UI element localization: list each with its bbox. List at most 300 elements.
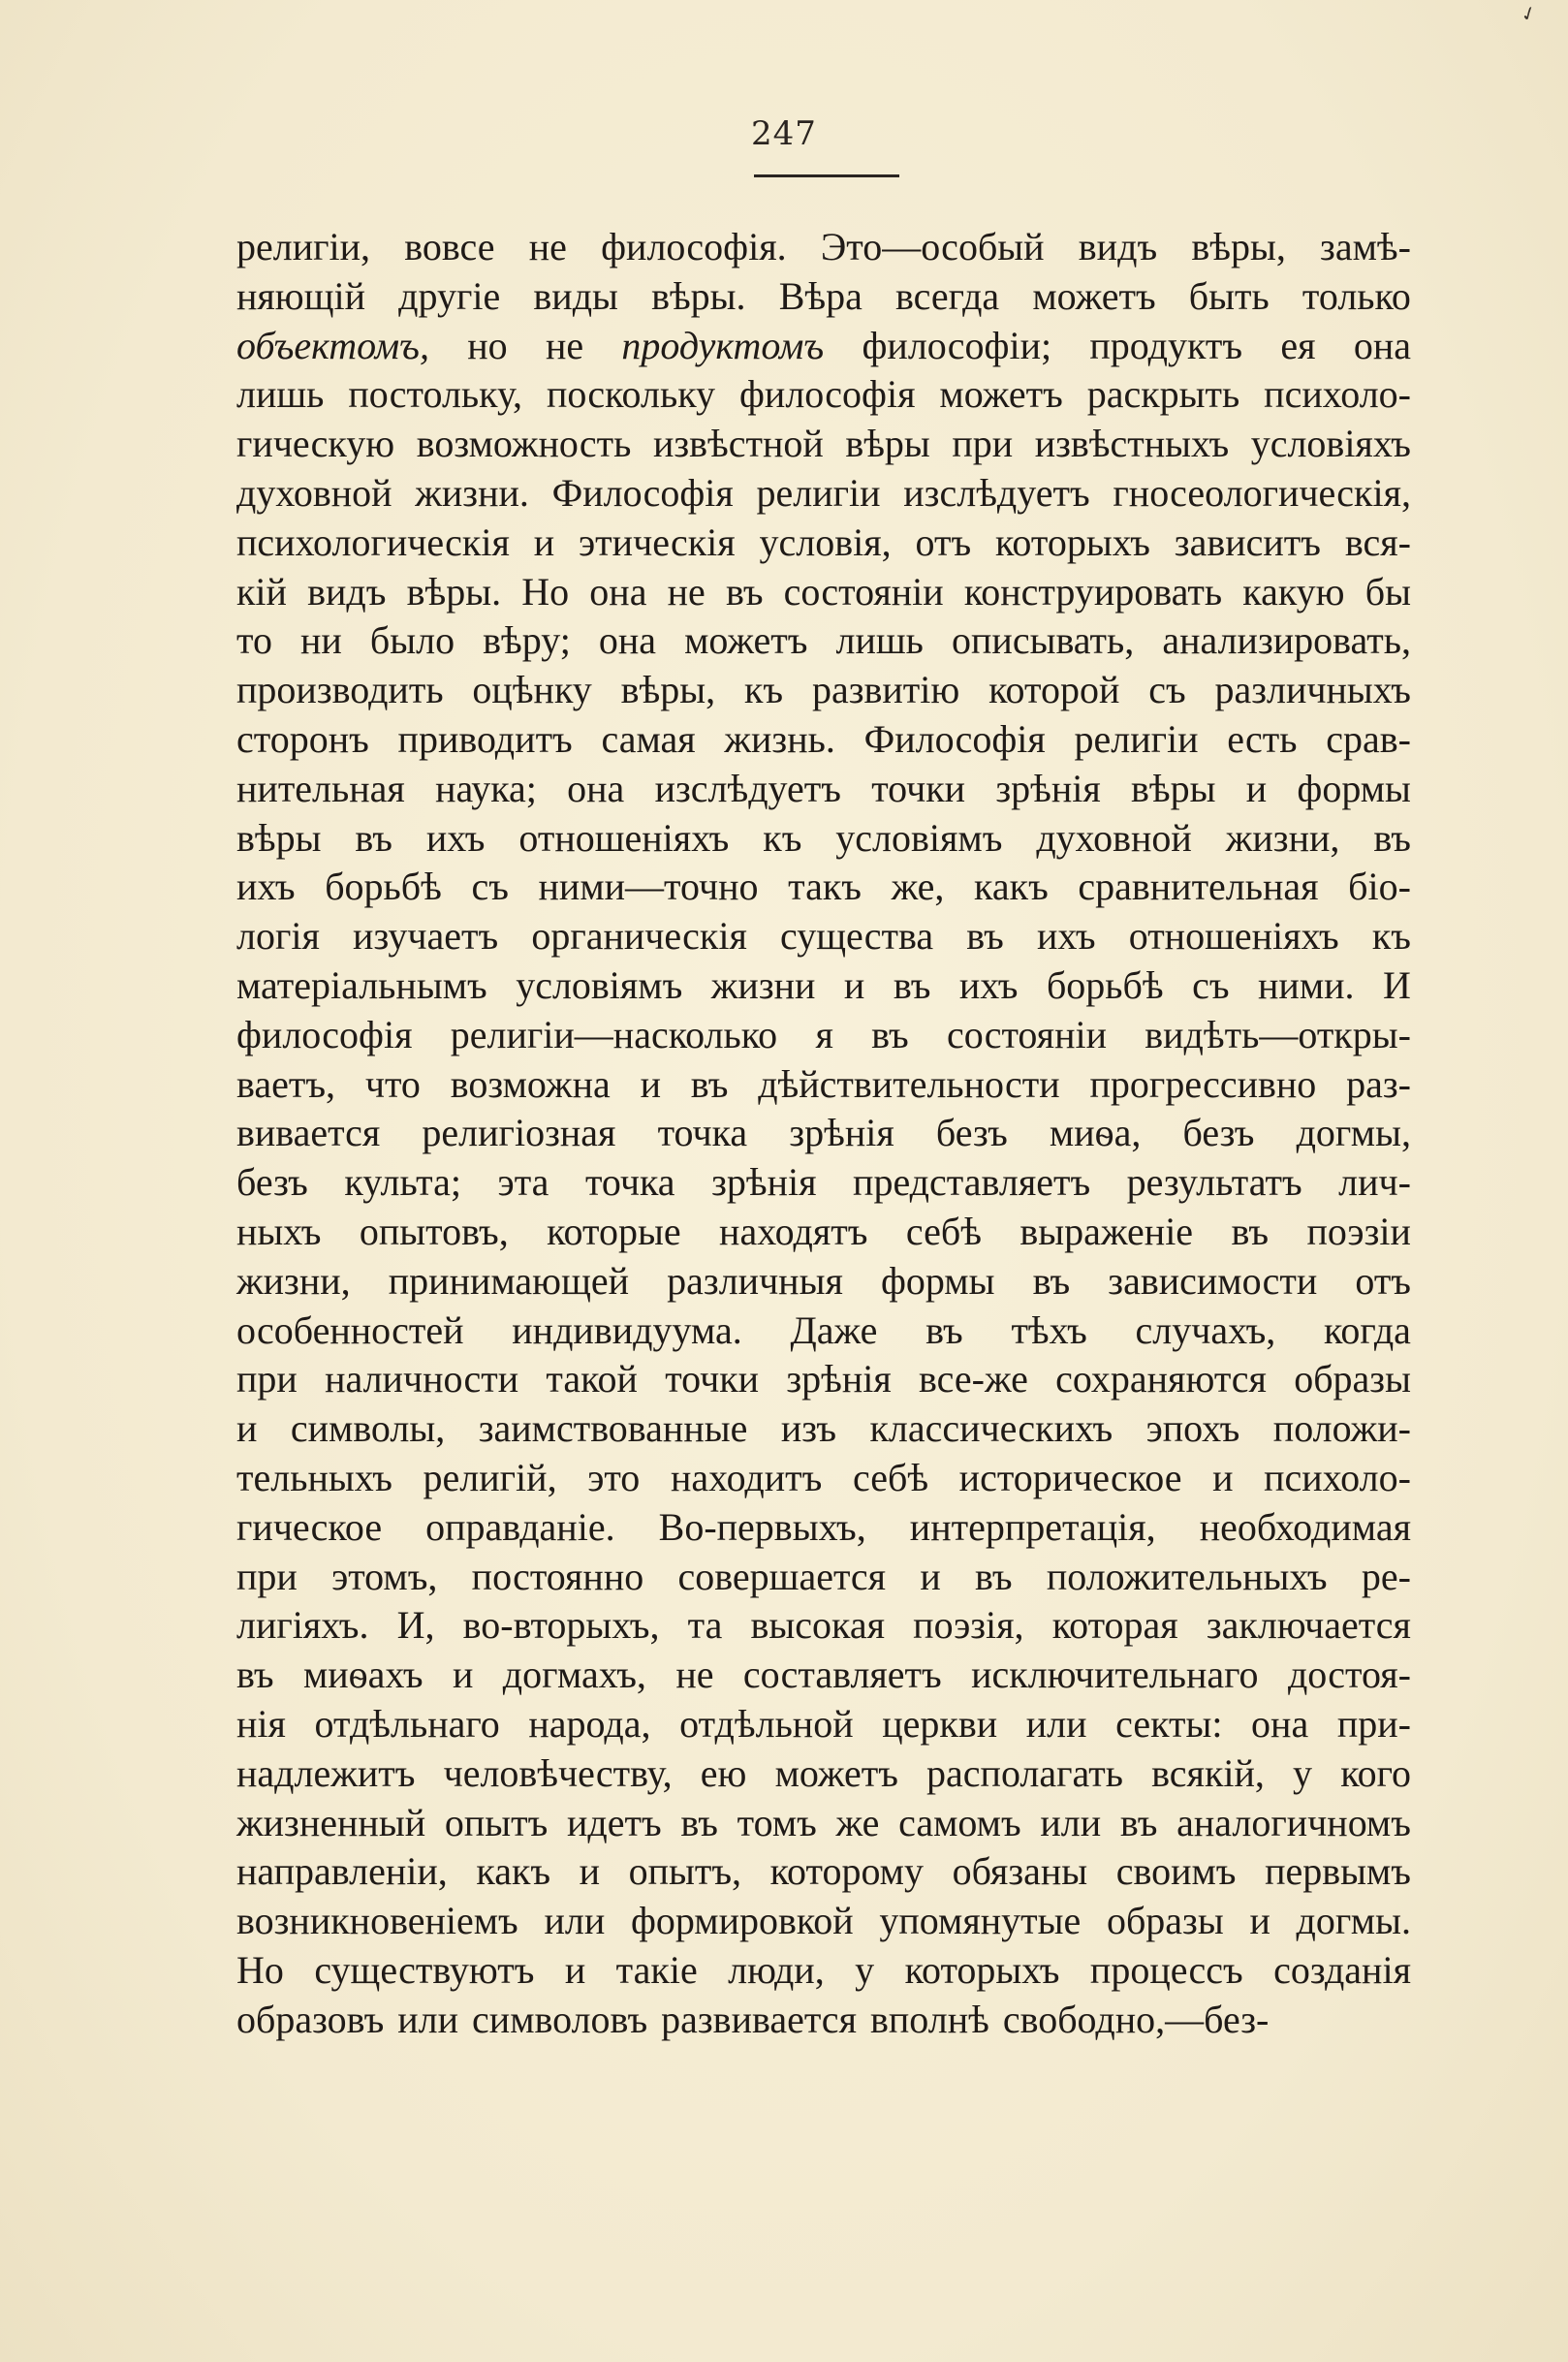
word: жизни: [710, 962, 816, 1007]
word: заключается: [1206, 1603, 1411, 1648]
word: матеріальнымъ: [236, 962, 487, 1007]
word: развивается: [661, 1997, 857, 2041]
word: и: [1245, 766, 1268, 810]
word: вивается: [236, 1111, 381, 1155]
text-line: [236, 1897, 1411, 1946]
word: борьбѣ: [325, 865, 442, 909]
word: при: [236, 1357, 298, 1401]
word: возникновеніемъ: [236, 1899, 518, 1943]
word: философія: [236, 1012, 413, 1056]
word: она: [1251, 1701, 1309, 1746]
text-line: [236, 1307, 1411, 1356]
word: которой: [988, 668, 1120, 712]
word: условія,: [759, 520, 892, 564]
text-line: [236, 616, 1411, 666]
word: дѣйствительности: [758, 1061, 1060, 1106]
word: секты:: [1115, 1701, 1223, 1746]
word: находитъ: [670, 1455, 823, 1499]
word: въ: [1119, 1800, 1158, 1844]
text-line: [236, 1503, 1411, 1553]
word: религіи—насколько: [450, 1012, 778, 1056]
word: ними.: [1258, 962, 1355, 1007]
word: вѣры: [845, 422, 930, 466]
italic-word: объектомъ,: [236, 323, 429, 367]
word: она: [598, 618, 657, 663]
word: вѣры: [1131, 766, 1216, 810]
word: вѣры.: [406, 569, 502, 614]
word: наличности: [325, 1357, 519, 1401]
word: въ: [871, 1012, 909, 1056]
word: зависимости: [1108, 1258, 1318, 1303]
word: идетъ: [566, 1800, 662, 1844]
word: жизни.: [415, 470, 529, 515]
word: философія: [739, 372, 916, 417]
word: условіямъ: [516, 962, 683, 1007]
text-line: [236, 322, 1411, 371]
word: отъ: [1355, 1258, 1411, 1303]
word: ни: [300, 618, 342, 663]
word: въ: [1231, 1209, 1270, 1253]
word: органическія: [531, 914, 747, 959]
word: въ: [236, 1653, 274, 1697]
word: человѣчеству,: [443, 1750, 673, 1795]
word: и: [843, 962, 865, 1007]
word: составляетъ: [742, 1653, 942, 1697]
word: раз-: [1346, 1061, 1411, 1106]
text-line: [236, 961, 1411, 1011]
word: зависитъ: [1174, 520, 1321, 564]
word: безъ: [1182, 1111, 1255, 1155]
word: эта: [497, 1160, 549, 1205]
word: догмы.: [1296, 1899, 1411, 1943]
word: ними—точно: [538, 865, 759, 909]
word: постольку,: [348, 372, 523, 417]
word: ваетъ,: [236, 1061, 336, 1106]
word: при: [952, 422, 1014, 466]
word: нія: [236, 1701, 286, 1746]
word: оцѣнку: [472, 668, 592, 712]
word: тѣхъ: [1011, 1307, 1087, 1352]
word: состояніи: [783, 569, 944, 614]
word: срав-: [1326, 716, 1411, 761]
text-line: [236, 863, 1411, 912]
word: образы: [1294, 1357, 1411, 1401]
word: это: [587, 1455, 641, 1499]
text-line: [236, 1257, 1411, 1307]
word: религіозная: [422, 1111, 616, 1155]
word: отдѣльной: [679, 1701, 854, 1746]
word: быть: [1188, 273, 1270, 318]
word: у: [855, 1947, 875, 1992]
word: вѣры.: [651, 273, 746, 318]
word: изучаетъ: [353, 914, 499, 959]
word: Во-первыхъ,: [658, 1504, 866, 1549]
word: первымъ: [1265, 1849, 1411, 1894]
word: аналогичномъ: [1176, 1800, 1411, 1844]
word: кій: [236, 569, 287, 614]
word: самая: [601, 716, 696, 761]
word: можетъ: [939, 372, 1063, 417]
word: зрѣнія: [711, 1160, 817, 1205]
word: изъ: [780, 1406, 837, 1451]
word: раскрыть: [1086, 372, 1240, 417]
word: выраженіе: [1019, 1209, 1194, 1253]
word: съ: [471, 865, 509, 909]
text-line: [236, 1553, 1411, 1602]
text-line: [236, 1454, 1411, 1503]
word: оправданіе.: [425, 1504, 615, 1549]
word: точки: [665, 1357, 760, 1401]
word: или: [397, 1997, 459, 2041]
word: обязаны: [952, 1849, 1088, 1894]
word: можетъ: [1032, 273, 1156, 318]
word: лигіяхъ.: [236, 1603, 369, 1648]
header-rule: [754, 174, 899, 177]
word: образы: [1106, 1899, 1224, 1943]
word: сравнительная: [1078, 865, 1319, 909]
word: въ: [725, 569, 764, 614]
word: ихъ: [958, 962, 1019, 1007]
word: самомъ: [898, 1800, 1021, 1844]
text-line: [236, 1601, 1411, 1651]
word: она: [1353, 323, 1411, 367]
word: видѣть—откры-: [1145, 1012, 1411, 1056]
word: догмы,: [1296, 1111, 1411, 1155]
word: различныхъ: [1214, 668, 1411, 712]
text-line: [236, 519, 1411, 568]
word: необходимая: [1199, 1504, 1411, 1549]
word: которому: [769, 1849, 924, 1894]
word: которыхъ: [904, 1947, 1060, 1992]
word: поэзіи: [1306, 1209, 1411, 1253]
word: существа: [780, 914, 934, 959]
word: упомянутые: [879, 1899, 1082, 1943]
word: опытовъ,: [359, 1209, 509, 1253]
word: въ: [355, 815, 392, 860]
word: духовной: [1036, 815, 1192, 860]
word: ныхъ: [236, 1209, 322, 1253]
word: съ: [1148, 668, 1186, 712]
word: не: [545, 323, 584, 367]
word: видъ: [307, 569, 387, 614]
word: свободно,—без-: [1002, 1997, 1270, 2041]
word: символы,: [290, 1406, 446, 1451]
text-line: [236, 1109, 1411, 1158]
word: положи-: [1272, 1406, 1411, 1451]
word: Вѣра: [778, 273, 862, 318]
word: высокая: [750, 1603, 886, 1648]
text-line: [236, 1799, 1411, 1848]
word: съ: [1192, 962, 1230, 1007]
word: или: [1025, 1701, 1087, 1746]
word: точка: [584, 1160, 675, 1205]
word: постоянно: [471, 1554, 644, 1598]
word: въ: [966, 914, 1004, 959]
word: производить: [236, 668, 444, 712]
word: наука;: [435, 766, 537, 810]
word: логія: [236, 914, 320, 959]
word: и: [920, 1554, 941, 1598]
body-text: [236, 223, 1411, 2044]
word: надлежитъ: [236, 1750, 416, 1795]
word: же: [835, 1800, 880, 1844]
word: эпохъ: [1145, 1406, 1240, 1451]
word: заимствованные: [478, 1406, 748, 1451]
text-line: [236, 765, 1411, 814]
word: зрѣнія: [995, 766, 1101, 810]
word: продуктъ: [1089, 323, 1243, 367]
word: ею: [700, 1750, 747, 1795]
text-line: [236, 1996, 1411, 2045]
word: Даже: [790, 1307, 878, 1352]
word: представляетъ: [853, 1160, 1091, 1205]
word: поэзія,: [913, 1603, 1024, 1648]
word: этомъ,: [331, 1554, 438, 1598]
word: народа,: [528, 1701, 651, 1746]
word: нительная: [236, 766, 405, 810]
word: развитію: [811, 668, 960, 712]
word: гносеологическія,: [1113, 470, 1411, 515]
word: и: [640, 1061, 661, 1106]
word: изслѣдуетъ: [654, 766, 841, 810]
word: зрѣнія: [789, 1111, 894, 1155]
text-line: [236, 715, 1411, 765]
word: процессъ: [1089, 1947, 1243, 1992]
word: можетъ: [774, 1750, 898, 1795]
word: къ: [1371, 914, 1411, 959]
word: въ: [1032, 1258, 1071, 1303]
word: другіе: [398, 273, 501, 318]
word: особенностей: [236, 1307, 464, 1352]
word: есть: [1227, 716, 1298, 761]
text-line: [236, 469, 1411, 519]
word: какъ: [476, 1849, 551, 1894]
word: И: [1383, 962, 1411, 1007]
word: вовсе: [404, 225, 495, 268]
word: въ: [925, 1307, 963, 1352]
word: различныя: [667, 1258, 843, 1303]
word: гическое: [236, 1504, 383, 1549]
word: же,: [891, 865, 945, 909]
word: извѣстныхъ: [1034, 422, 1230, 466]
word: психоло-: [1264, 1455, 1411, 1499]
word: то: [236, 618, 272, 663]
word: или: [1040, 1800, 1102, 1844]
text-line: [236, 666, 1411, 715]
word: у: [1293, 1750, 1313, 1795]
word: во-вторыхъ,: [462, 1603, 660, 1648]
word: томъ: [737, 1800, 817, 1844]
word: совершается: [677, 1554, 887, 1598]
word: къ: [763, 815, 802, 860]
word: въ: [974, 1554, 1013, 1598]
word: когда: [1324, 1307, 1411, 1352]
word: конструировать: [963, 569, 1223, 614]
word: отъ: [915, 520, 972, 564]
word: случахъ,: [1135, 1307, 1276, 1352]
page-header: [0, 114, 1568, 163]
word: религіи: [1074, 716, 1199, 761]
word: анализировать,: [1162, 618, 1411, 663]
word: и: [1212, 1455, 1234, 1499]
text-line: [236, 1651, 1411, 1700]
text-line: [236, 1158, 1411, 1208]
word: формировкой: [630, 1899, 854, 1943]
word: точка: [657, 1111, 748, 1155]
word: и: [579, 1849, 601, 1894]
word: та: [687, 1603, 723, 1648]
word: всегда: [895, 273, 1000, 318]
text-line: [236, 1404, 1411, 1454]
word: и: [564, 1947, 586, 1992]
word: условіямъ: [835, 815, 1003, 860]
word: все-же: [919, 1357, 1028, 1401]
word: прогрессивно: [1089, 1061, 1317, 1106]
word: какъ: [974, 865, 1049, 909]
word: виды: [533, 273, 618, 318]
word: я: [815, 1012, 833, 1056]
word: исключительнаго: [971, 1653, 1259, 1697]
word: отдѣльнаго: [314, 1701, 500, 1746]
word: жизненный: [236, 1800, 426, 1844]
word: миѳахъ: [302, 1653, 423, 1697]
word: достоя-: [1287, 1653, 1411, 1697]
word: созданія: [1273, 1947, 1411, 1992]
word: интерпретація,: [909, 1504, 1156, 1549]
word: лишь: [835, 618, 924, 663]
word: къ: [743, 668, 784, 712]
word: формы: [1297, 766, 1411, 810]
word: психоло-: [1264, 372, 1411, 417]
word: символовъ: [472, 1997, 648, 2041]
word: точки: [871, 766, 966, 810]
word: описывать,: [952, 618, 1135, 663]
word: безъ: [236, 1160, 308, 1205]
word: при-: [1336, 1701, 1411, 1746]
word: вѣры,: [1191, 225, 1286, 268]
word: не: [528, 225, 567, 268]
word: люди,: [728, 1947, 825, 1992]
word: въ: [1373, 815, 1411, 860]
word: себѣ: [852, 1455, 929, 1499]
word: принимающей: [388, 1258, 630, 1303]
word: извѣстной: [652, 422, 824, 466]
word: культа;: [344, 1160, 462, 1205]
word: біо-: [1348, 865, 1411, 909]
word: что: [364, 1061, 421, 1106]
word: миѳа,: [1049, 1111, 1142, 1155]
text-line: [236, 272, 1411, 322]
word: въ: [680, 1800, 718, 1844]
word: этическія: [579, 520, 736, 564]
text-line: [236, 1060, 1411, 1110]
word: тельныхъ: [236, 1455, 392, 1499]
word: или: [544, 1899, 606, 1943]
word: такіе: [615, 1947, 698, 1992]
word: замѣ-: [1320, 225, 1411, 268]
word: она: [567, 766, 625, 810]
word: возможность: [416, 422, 632, 466]
word: историческое: [958, 1455, 1182, 1499]
word: вѣры: [236, 815, 322, 860]
word: существуютъ: [314, 1947, 535, 1992]
word: въ: [690, 1061, 729, 1106]
text-line: [236, 1749, 1411, 1799]
word: ихъ: [1037, 914, 1096, 959]
word: отношеніяхъ: [1128, 914, 1339, 959]
word: вся-: [1344, 520, 1411, 564]
text-line: [236, 223, 1411, 272]
word: лич-: [1338, 1160, 1411, 1205]
word: результатъ: [1126, 1160, 1302, 1205]
word: возможна: [450, 1061, 611, 1106]
text-line: [236, 1946, 1411, 1996]
page-number: 247: [751, 114, 817, 153]
word: располагать: [926, 1750, 1123, 1795]
word: но: [467, 323, 508, 367]
text-line: [236, 1208, 1411, 1257]
word: безъ: [935, 1111, 1008, 1155]
word: кого: [1340, 1750, 1411, 1795]
word: Философія: [863, 716, 1046, 761]
word: которая: [1051, 1603, 1178, 1648]
word: зрѣнія: [786, 1357, 892, 1401]
word: бы: [1364, 569, 1411, 614]
word: классическихъ: [869, 1406, 1113, 1451]
word: индивидуума.: [512, 1307, 742, 1352]
word: Но: [521, 569, 570, 614]
word: положительныхъ: [1046, 1554, 1328, 1598]
word: церкви: [882, 1701, 998, 1746]
word: такъ: [788, 865, 862, 909]
word: Это—особый: [820, 225, 1045, 268]
word: религіи,: [236, 225, 371, 268]
word: изслѣдуетъ: [903, 470, 1090, 515]
word: своимъ: [1115, 1849, 1237, 1894]
word: не: [675, 1653, 714, 1697]
italic-word: продуктомъ: [621, 323, 825, 367]
word: видъ: [1078, 225, 1158, 268]
word: няющій: [236, 273, 366, 318]
word: ихъ: [425, 815, 486, 860]
word: формы: [880, 1258, 995, 1303]
word: при: [236, 1554, 298, 1598]
word: и: [236, 1406, 258, 1451]
word: борьбѣ: [1046, 962, 1164, 1007]
text-line: [236, 1847, 1411, 1897]
word: сохраняются: [1055, 1357, 1267, 1401]
word: только: [1301, 273, 1411, 318]
word: опытъ: [444, 1800, 549, 1844]
word: психологическія: [236, 520, 510, 564]
word: не: [667, 569, 706, 614]
word: И,: [396, 1603, 435, 1648]
word: вѣру;: [483, 618, 571, 663]
word: вѣры,: [620, 668, 716, 712]
word: и: [1249, 1899, 1270, 1943]
text-line: [236, 370, 1411, 420]
word: которые: [547, 1209, 681, 1253]
word: Но: [236, 1947, 284, 1992]
text-line: [236, 568, 1411, 617]
word: приводитъ: [397, 716, 573, 761]
word: и: [452, 1653, 474, 1697]
word: какую: [1242, 569, 1345, 614]
word: религій,: [423, 1455, 557, 1499]
word: условіяхъ: [1250, 422, 1411, 466]
word: Философія: [551, 470, 734, 515]
word: ре-: [1361, 1554, 1411, 1598]
